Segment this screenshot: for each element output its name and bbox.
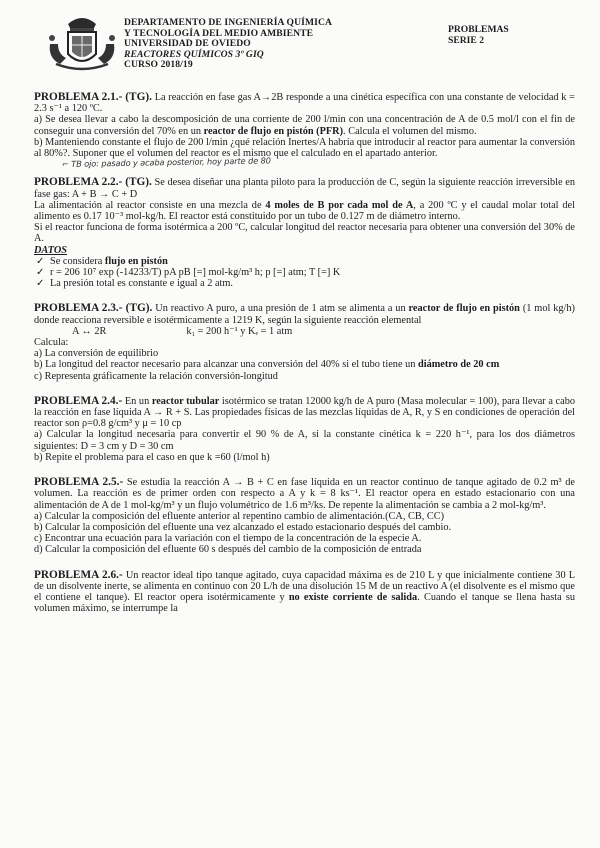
list-item <box>34 267 575 278</box>
problem-statement: Se desea diseñar una planta piloto para la producción de C, según la siguiente reacción irreversible en fase gas: A + B → C + D <box>34 177 575 200</box>
statement-highlight: reactor tubular <box>151 395 220 407</box>
part-a-end: . Calcula el volumen del mismo. <box>343 125 477 137</box>
department-line-2: Y TECNOLOGÍA DEL MEDIO AMBIENTE <box>124 27 314 39</box>
statement-end: isotérmico se tratan 12000 kg/h de A puro (Masa molecular = 100), para llevar a cabo la reacción en fase líquida A → R + S. Las propiedades físicas de las mezclas líquidas de A, R, y S en condiciones de operación del reactor son ρ=0.8 g/cm³ y μ = 10 cp <box>34 395 575 430</box>
problem-intro <box>34 92 575 114</box>
checkmark-icon: ✓ <box>36 267 45 279</box>
problem-statement: En un <box>122 395 152 407</box>
problems-body <box>34 92 575 614</box>
problem-statement: La reacción en fase gas A→2B responde a una cinética específica con una constante de velocidad k = 2.3 s⁻¹ a 120 ºC. <box>34 92 575 115</box>
statement-end: . Cuando el tanque se llena hasta su volumen máximo, se interrumpe la <box>34 591 576 615</box>
statement-highlight: no existe corriente de salida <box>288 591 418 603</box>
problem-title: PROBLEMA 2.6.- <box>34 568 123 581</box>
statement-highlight: reactor de flujo en pistón <box>408 303 520 315</box>
feed-highlight: 4 moles de B por cada mol de A <box>265 199 414 211</box>
handwritten-note: ⌐ TB ojo: pasado y acaba posterior, hoy parte de 80 <box>61 155 271 170</box>
part-b-highlight: diámetro de 20 cm <box>417 359 500 371</box>
calcula-label: Calcula: <box>34 337 69 349</box>
list-item-text: Se considera <box>50 255 105 267</box>
series-header <box>448 24 509 46</box>
list-item <box>34 256 575 267</box>
department-header <box>124 18 332 71</box>
part-b-text: b) La longitud del reactor necesario para alcanzar una conversión del 40% si el tubo tiene un <box>34 359 418 371</box>
part-a: a) Calcular la longitud necesaria para convertir el 90 % de A, si la constante cinética k = 220 h⁻¹, para los dos diámetros siguientes: D = 3 cm y D = 30 cm <box>34 429 575 452</box>
feed-description <box>34 200 575 222</box>
problem-title: PROBLEMA 2.4.- <box>34 394 123 407</box>
problem-2-1 <box>34 92 575 170</box>
feed-text: La alimentación al reactor consiste en una mezcla de <box>34 199 266 211</box>
problem-2-6 <box>34 570 575 615</box>
list-item <box>34 278 575 289</box>
feed-text-end: , a 200 ºC y el caudal molar total del alimento es 0.17 10⁻³ mol-kg/h. El reactor está constituido por un tubo de 0.127 m de diámetro interno. <box>34 199 575 223</box>
reaction-line <box>34 326 575 337</box>
problem-2-4 <box>34 396 575 463</box>
problem-2-3 <box>34 303 575 381</box>
part-a: a) La conversión de equilibrio <box>34 348 159 360</box>
rate-constants: k₁ = 200 h⁻¹ y Kₑ = 1 atm <box>186 325 293 337</box>
series-number: SERIE 2 <box>448 35 484 46</box>
department-line-1: DEPARTAMENTO DE INGENIERÍA QUÍMICA <box>124 17 333 28</box>
academic-year: CURSO 2018/19 <box>124 59 193 71</box>
problem-title: PROBLEMA 2.2.- (TG). <box>34 176 152 189</box>
problem-statement: Un reactor ideal tipo tanque agitado, cuya capacidad máxima es de 210 L y que inicialmente contiene 30 L de un disolvente inerte, se alimenta en continuo con 20 L/h de una disolución 15 M de un reactivo A (el disolvente es el mismo que el contiene el tanque). El reactor opera isotérmicamente y <box>34 569 575 603</box>
part-b: b) Repite el problema para el caso en que k =60 (l/mol h) <box>34 451 270 463</box>
course-name: REACTORES QUÍMICOS 3º GIQ <box>124 48 264 60</box>
problem-question: Si el reactor funciona de forma isotérmica a 200 ºC, calcular longitud del reactor necesaria para obtener una conversión del 30% de A. <box>34 222 575 245</box>
part-d: d) Calcular la composición del efluente 60 s después del cambio de la composición de entrada <box>34 544 422 556</box>
problem-2-5 <box>34 477 575 555</box>
part-a-highlight: reactor de flujo en pistón (PFR) <box>203 125 344 137</box>
part-b: b) Manteniendo constante el flujo de 200 l/min ¿qué relación Inertes/A habría que introducir al reactor para aumentar la conversión al 80%?. Suponer que el volumen del reactor es el mismo que el calculado en el apartado anterior. <box>34 136 575 160</box>
checkmark-icon: ✓ <box>36 255 45 267</box>
statement-end: (1 mol kg/h) donde reacciona reversible e isotérmicamente a 1219 K, según la siguiente reacción elemental <box>34 303 575 326</box>
university-name: UNIVERSIDAD DE OVIEDO <box>124 38 251 50</box>
part-b <box>34 359 575 370</box>
part-c: c) Encontrar una ecuación para la variación con el tiempo de la concentración de la especie A. <box>34 533 422 545</box>
part-a: a) Calcular la composición del efluente anterior al repentino cambio de alimentación.(CA, CB, CC) <box>34 510 445 522</box>
university-seal-icon <box>46 14 118 72</box>
reaction-equation: A ↔ 2R <box>72 325 107 337</box>
data-list <box>34 256 575 290</box>
problem-intro <box>34 303 575 325</box>
problem-intro <box>34 177 575 199</box>
list-item-text: La presión total es constante e igual a 2 atm. <box>50 278 233 290</box>
problem-statement: Se estudia la reacción A → B + C en fase líquida en un reactor continuo de tanque agitado de 0.2 m³ de volumen. La reacción es de primer orden con respecto a A y k = 8 ks⁻¹. El reactor opera en estado estacionario con una alimentación de A de 1 mol-kg/m³ y un flujo volumétrico de 1.6 m³/ks. De repente la alimentación se cambia a 2 mol-kg/m³. <box>34 477 575 511</box>
problem-title: PROBLEMA 2.1.- (TG). <box>34 91 152 103</box>
problem-2-2 <box>34 177 575 289</box>
part-a-text: a) Se desea llevar a cabo la descomposición de una corriente de 200 l/min con una concentración de A de 0.5 mol/l con el fin de conseguir una conversión del 70% en un <box>34 114 575 137</box>
part-a <box>34 114 575 136</box>
document-type: PROBLEMAS <box>448 24 509 35</box>
list-item-highlight: flujo en pistón <box>104 255 168 267</box>
rate-equation: r = 206 10⁷ exp (-14233/T) pA pB [=] mol-kg/m³ h; p [=] atm; T [=] K <box>50 267 341 279</box>
part-b: b) Calcular la composición del efluente una vez alcanzado el estado estacionario después del cambio. <box>34 521 452 533</box>
data-heading: DATOS <box>34 244 68 256</box>
problem-title: PROBLEMA 2.5.- <box>34 476 124 489</box>
problem-intro <box>34 396 575 430</box>
problem-title: PROBLEMA 2.3.- (TG). <box>34 302 153 315</box>
checkmark-icon: ✓ <box>36 278 45 290</box>
problem-intro <box>34 477 575 511</box>
problem-intro <box>34 570 575 615</box>
problem-statement: Un reactivo A puro, a una presión de 1 atm se alimenta a un <box>152 303 409 315</box>
part-c: c) Representa gráficamente la relación conversión-longitud <box>34 370 278 382</box>
